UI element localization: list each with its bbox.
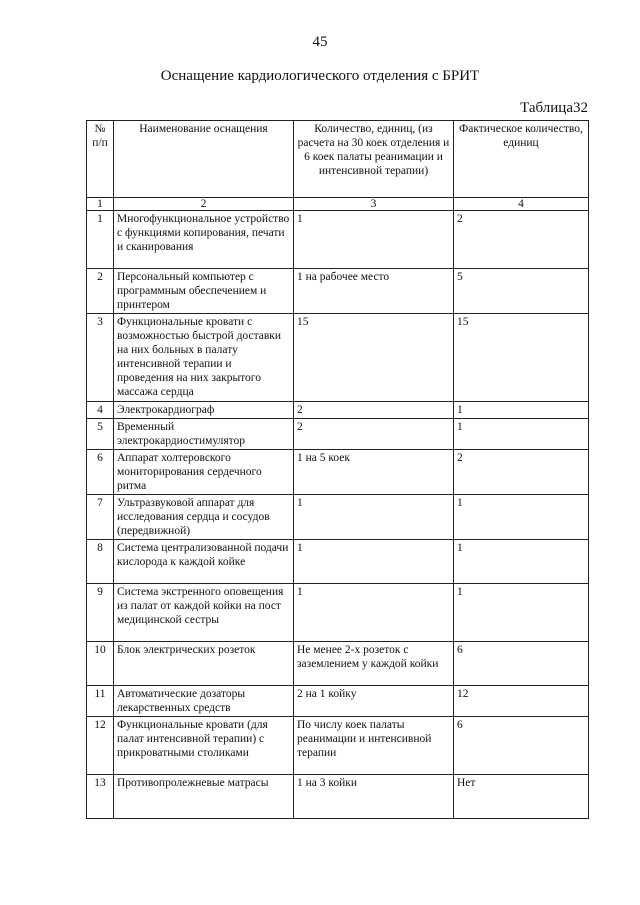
table-row bbox=[87, 686, 589, 717]
actual-quantity-cell: 6 bbox=[454, 717, 589, 775]
table-header-row bbox=[87, 121, 589, 198]
row-number-cell: 12 bbox=[87, 717, 114, 775]
quantity-cell: 1 bbox=[294, 584, 454, 642]
actual-quantity-cell: 1 bbox=[454, 584, 589, 642]
table-row bbox=[87, 269, 589, 314]
page-number: 45 bbox=[312, 34, 328, 50]
actual-quantity-cell: Нет bbox=[454, 775, 589, 819]
row-number-cell: 2 bbox=[87, 269, 114, 314]
quantity-cell: 2 на 1 койку bbox=[294, 686, 454, 717]
equipment-name-cell: Функциональные кровати с возможностью быстрой доставки на них больных в палату интенсивной терапии и проведения на них закрытого массажа сердца bbox=[114, 314, 294, 402]
actual-quantity-cell: 1 bbox=[454, 419, 589, 450]
document-title: Оснащение кардиологического отделения с БРИТ bbox=[160, 68, 480, 84]
equipment-name-cell: Система централизованной подачи кислорода к каждой койке bbox=[114, 540, 294, 584]
table-row bbox=[87, 540, 589, 584]
table-row bbox=[87, 775, 589, 819]
row-number-cell: 9 bbox=[87, 584, 114, 642]
table-row bbox=[87, 419, 589, 450]
quantity-cell: 2 bbox=[294, 419, 454, 450]
row-number-cell: 3 bbox=[87, 314, 114, 402]
actual-quantity-cell: 1 bbox=[454, 495, 589, 540]
row-number-cell: 11 bbox=[87, 686, 114, 717]
equipment-table bbox=[86, 120, 589, 819]
row-number-cell: 4 bbox=[87, 402, 114, 419]
equipment-name-cell: Функциональные кровати (для палат интенсивной терапии) с прикроватными столиками bbox=[114, 717, 294, 775]
equipment-name-cell: Блок электрических розеток bbox=[114, 642, 294, 686]
table-row bbox=[87, 584, 589, 642]
equipment-name-cell: Временный электрокардиостимулятор bbox=[114, 419, 294, 450]
equipment-name-cell: Автоматические дозаторы лекарственных средств bbox=[114, 686, 294, 717]
equipment-name-cell: Ультразвуковой аппарат для исследования сердца и сосудов (передвижной) bbox=[114, 495, 294, 540]
quantity-cell: 1 bbox=[294, 540, 454, 584]
column-index: 1 bbox=[87, 198, 114, 211]
column-index: 2 bbox=[114, 198, 294, 211]
table-row bbox=[87, 211, 589, 269]
equipment-name-cell: Многофункциональное устройство с функциями копирования, печати и сканирования bbox=[114, 211, 294, 269]
row-number-cell: 13 bbox=[87, 775, 114, 819]
quantity-cell: Не менее 2-х розеток с заземлением у каждой койки bbox=[294, 642, 454, 686]
column-index: 4 bbox=[454, 198, 589, 211]
row-number-cell: 10 bbox=[87, 642, 114, 686]
table-row bbox=[87, 642, 589, 686]
row-number-cell: 8 bbox=[87, 540, 114, 584]
table-row bbox=[87, 717, 589, 775]
row-number-cell: 5 bbox=[87, 419, 114, 450]
quantity-cell: 1 на рабочее место bbox=[294, 269, 454, 314]
header-name: Наименование оснащения bbox=[114, 121, 294, 198]
row-number-cell: 6 bbox=[87, 450, 114, 495]
table-row bbox=[87, 495, 589, 540]
table-label: Таблица32 bbox=[520, 100, 588, 116]
quantity-cell: 15 bbox=[294, 314, 454, 402]
equipment-name-cell: Противопролежневые матрасы bbox=[114, 775, 294, 819]
actual-quantity-cell: 15 bbox=[454, 314, 589, 402]
equipment-name-cell: Система экстренного оповещения из палат от каждой койки на пост медицинской сестры bbox=[114, 584, 294, 642]
quantity-cell: 2 bbox=[294, 402, 454, 419]
actual-quantity-cell: 12 bbox=[454, 686, 589, 717]
quantity-cell: 1 bbox=[294, 211, 454, 269]
quantity-cell: По числу коек палаты реанимации и интенсивной терапии bbox=[294, 717, 454, 775]
row-number-cell: 1 bbox=[87, 211, 114, 269]
equipment-name-cell: Аппарат холтеровского мониторирования сердечного ритма bbox=[114, 450, 294, 495]
actual-quantity-cell: 1 bbox=[454, 402, 589, 419]
quantity-cell: 1 на 3 койки bbox=[294, 775, 454, 819]
actual-quantity-cell: 5 bbox=[454, 269, 589, 314]
actual-quantity-cell: 2 bbox=[454, 450, 589, 495]
column-index: 3 bbox=[294, 198, 454, 211]
actual-quantity-cell: 2 bbox=[454, 211, 589, 269]
equipment-name-cell: Персональный компьютер с программным обеспечением и принтером bbox=[114, 269, 294, 314]
table-row bbox=[87, 402, 589, 419]
quantity-cell: 1 bbox=[294, 495, 454, 540]
header-actual: Фактическое количество, единиц bbox=[454, 121, 589, 198]
column-index-row bbox=[87, 198, 589, 211]
actual-quantity-cell: 1 bbox=[454, 540, 589, 584]
header-quantity: Количество, единиц, (из расчета на 30 коек отделения и 6 коек палаты реанимации и интенсивной терапии) bbox=[294, 121, 454, 198]
actual-quantity-cell: 6 bbox=[454, 642, 589, 686]
table-row bbox=[87, 314, 589, 402]
table-row bbox=[87, 450, 589, 495]
row-number-cell: 7 bbox=[87, 495, 114, 540]
header-number: № п/п bbox=[87, 121, 114, 198]
equipment-name-cell: Электрокардиограф bbox=[114, 402, 294, 419]
quantity-cell: 1 на 5 коек bbox=[294, 450, 454, 495]
